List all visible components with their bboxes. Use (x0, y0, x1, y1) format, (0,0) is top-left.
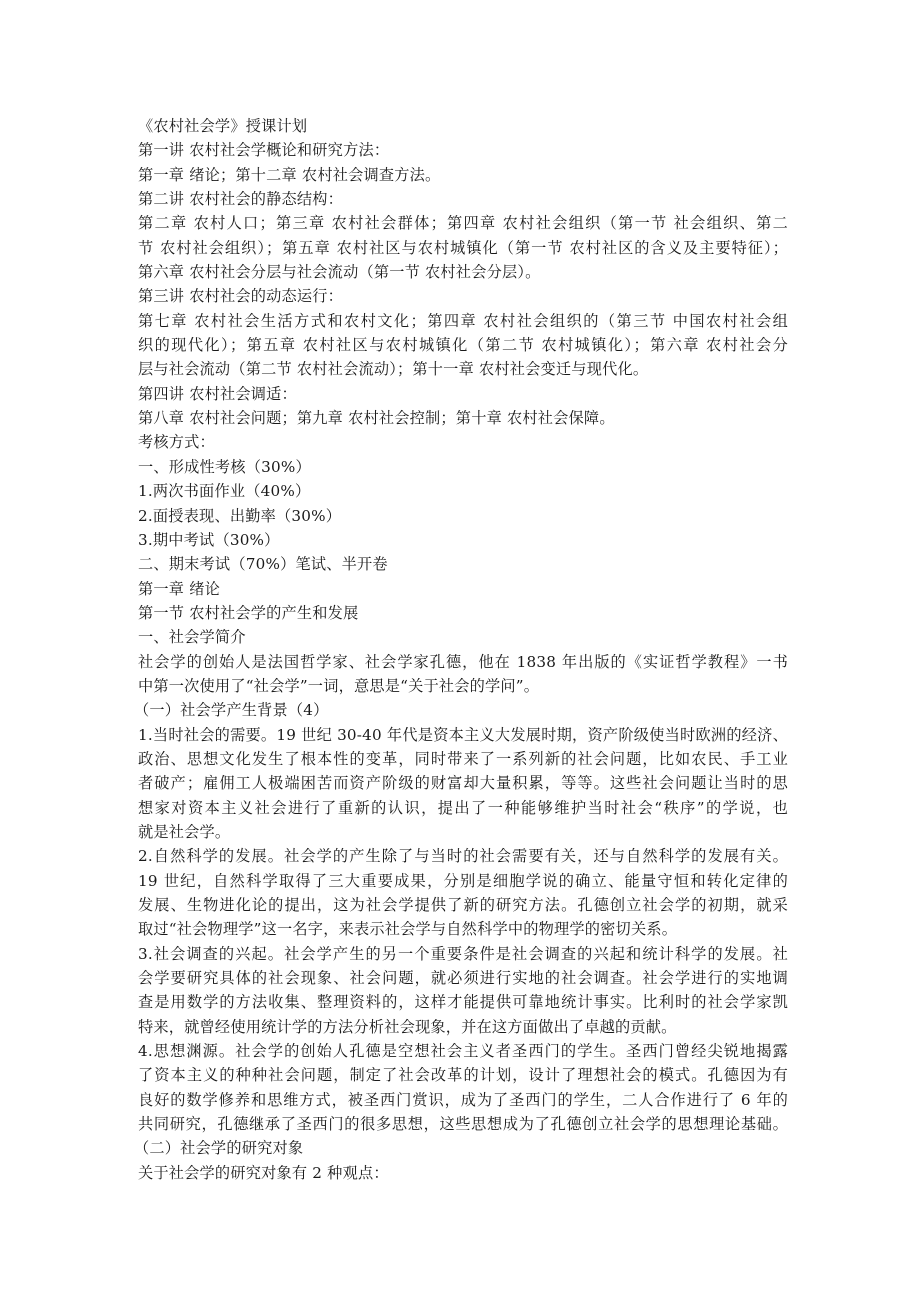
text-line: 发展、生物进化论的提出，这为社会学提供了新的研究方法。孔德创立社会学的初期，就采 (138, 896, 788, 914)
lecture-heading-3: 第三讲 农村社会的动态运行： (138, 287, 344, 306)
text-line: 1.当时社会的需要。19 世纪 30-40 年代是资本主义大发展时期，资产阶级使当时欧洲的经济、 (138, 725, 788, 744)
text-line: 特来，就曾经使用统计学的方法分析社会现象，并在这方面做出了卓越的贡献。 (138, 1017, 677, 1036)
document-title: 《农村社会学》授课计划 (138, 117, 308, 135)
text-line: 社会学的创始人是法国哲学家、社会学家孔德，他在 1838 年出版的《实证哲学教程》一书 (138, 652, 788, 671)
text-line: 想家对资本主义社会进行了重新的认识，提出了一种能够维护当时社会“秩序”的学说，也 (138, 798, 788, 817)
text-line: 了资本主义的种种社会问题，制定了社会改革的计划，设计了理想社会的模式。孔德因为有 (138, 1066, 788, 1085)
chapter-heading: 第一章 绪论 (138, 579, 220, 598)
section-heading: 第一节 农村社会学的产生和发展 (138, 603, 359, 622)
text-line: 3.社会调查的兴起。社会学产生的另一个重要条件是社会调查的兴起和统计科学的发展。社 (138, 944, 788, 963)
text-line: 层与社会流动（第二节 农村社会流动）；第十一章 农村社会变迁与现代化。 (138, 360, 649, 379)
text-line: 3.期中考试（30%） (138, 530, 280, 549)
text-line: 中第一次使用了“社会学”一词，意思是“关于社会的学问”。 (138, 676, 540, 695)
text-line: 二、期末考试（70%）笔试、半开卷 (138, 555, 388, 574)
text-line: 2.自然科学的发展。社会学的产生除了与当时的社会需要有关，还与自然科学的发展有关。 (138, 847, 788, 866)
text-line: 就是社会学。 (138, 822, 231, 841)
document-page (134, 114, 788, 1185)
text-line: 第一章 绪论；第十二章 农村社会调查方法。 (138, 165, 441, 184)
text-line: 2.面授表现、出勤率（30%） (138, 506, 342, 525)
lecture-heading-2: 第二讲 农村社会的静态结构： (138, 190, 344, 209)
text-line: 第六章 农村社会分层与社会流动（第一节 农村社会分层）。 (138, 263, 541, 282)
text-line: 良好的数学修养和思维方式，被圣西门赏识，成为了圣西门的学生，二人合作进行了 6 年的 (138, 1090, 788, 1109)
text-line: 关于社会学的研究对象有 2 种观点： (138, 1163, 389, 1182)
text-line: 共同研究，孔德继承了圣西门的很多思想，这些思想成为了孔德创立社会学的思想理论基础。 (138, 1115, 788, 1134)
text-line: 会学要研究具体的社会现象、社会问题，就必须进行实地的社会调查。社会学进行的实地调 (138, 969, 788, 988)
text-line: 第七章 农村社会生活方式和农村文化；第四章 农村社会组织的（第三节 中国农村社会组 (138, 311, 788, 330)
sub-subsection-heading: （二）社会学的研究对象 (134, 1139, 304, 1158)
text-line: 第八章 农村社会问题；第九章 农村社会控制；第十章 农村社会保障。 (138, 409, 615, 428)
sub-subsection-heading: （一）社会学产生背景（4） (134, 701, 329, 720)
text-line: 19 世纪，自然科学取得了三大重要成果，分别是细胞学说的确立、能量守恒和转化定律的 (138, 871, 788, 890)
text-line: 4.思想渊源。社会学的创始人孔德是空想社会主义者圣西门的学生。圣西门曾经尖锐地揭露 (138, 1042, 788, 1061)
text-line: 者破产；雇佣工人极端困苦而资产阶级的财富却大量积累，等等。这些社会问题让当时的思 (138, 774, 788, 793)
text-line: 节 农村社会组织）；第五章 农村社区与农村城镇化（第一节 农村社区的含义及主要特征）； (138, 238, 788, 257)
text-line: 第二章 农村人口；第三章 农村社会群体；第四章 农村社会组织（第一节 社会组织、第二 (138, 214, 788, 233)
text-line: 1.两次书面作业（40%） (138, 482, 311, 501)
assessment-heading: 考核方式： (138, 433, 215, 452)
text-line: 织的现代化）；第五章 农村社区与农村城镇化（第二节 农村城镇化）；第六章 农村社会分 (138, 336, 788, 355)
lecture-heading-1: 第一讲 农村社会学概论和研究方法： (138, 141, 390, 160)
text-line: 取过“社会物理学”这一名字，来表示社会学与自然科学中的物理学的密切关系。 (138, 920, 678, 939)
text-line: 查是用数学的方法收集、整理资料的，这样才能提供可靠地统计事实。比利时的社会学家凯 (138, 993, 788, 1012)
text-line: 政治、思想文化发生了根本性的变革，同时带来了一系列新的社会问题，比如农民、手工业 (138, 749, 788, 768)
lecture-heading-4: 第四讲 农村社会调适： (138, 384, 297, 403)
text-line: 一、形成性考核（30%） (138, 457, 311, 476)
subsection-heading: 一、社会学简介 (138, 628, 246, 647)
